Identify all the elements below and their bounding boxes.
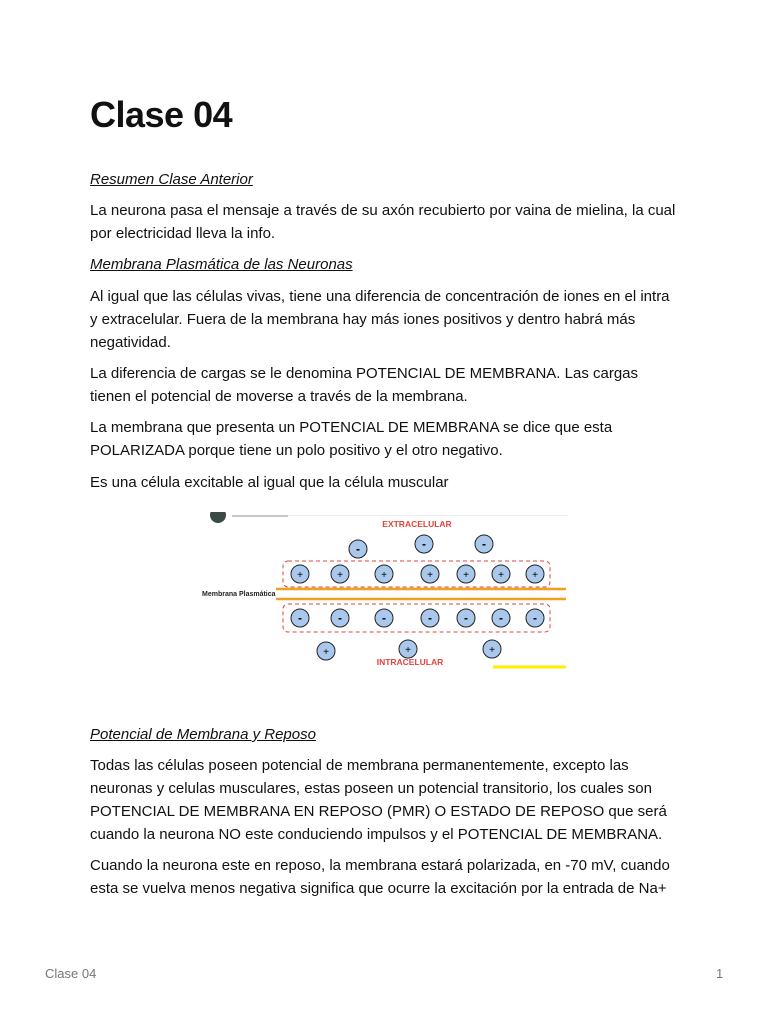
ion-negative <box>375 609 393 627</box>
svg-text:+: + <box>427 570 433 581</box>
ion-negative <box>291 609 309 627</box>
ion-positive <box>483 640 501 658</box>
ion-positive <box>421 565 439 583</box>
ion-positive <box>291 565 309 583</box>
label-membrane: Membrana Plasmática <box>202 591 276 598</box>
svg-text:+: + <box>405 645 411 656</box>
svg-text:+: + <box>381 570 387 581</box>
svg-text:+: + <box>463 570 469 581</box>
paragraph-potencial-2: Cuando la neurona este en reposo, la membrana estará polarizada, en -70 mV, cuando esta se vuelva menos negativa significa que ocurre la excitación por la entrada de Na+ <box>90 857 670 897</box>
section-heading-resumen: Resumen Clase Anterior <box>90 171 253 188</box>
ion-negative <box>415 535 433 553</box>
svg-text:+: + <box>498 570 504 581</box>
positive-ion-row <box>291 565 544 583</box>
svg-text:-: - <box>428 611 432 625</box>
ion-positive <box>375 565 393 583</box>
ion-negative <box>492 609 510 627</box>
svg-text:-: - <box>298 611 302 625</box>
ion-positive <box>399 640 417 658</box>
paragraph-membrana-4: Es una célula excitable al igual que la célula muscular <box>90 474 449 491</box>
ion-negative <box>457 609 475 627</box>
paragraph-membrana-3: La membrana que presenta un POTENCIAL DE MEMBRANA se dice que esta POLARIZADA porque tiene un polo positivo y el otro negativo. <box>90 419 613 459</box>
ion-positive <box>317 642 335 660</box>
extracellular-ions <box>349 535 493 558</box>
paragraph-membrana-1: Al igual que las células vivas, tiene una diferencia de concentración de iones en el intra y extracelular. Fuera de la membrana hay más iones positivos y dentro habrá más negatividad. <box>90 288 670 351</box>
footer-title: Clase 04 <box>45 966 97 981</box>
svg-text:-: - <box>533 611 537 625</box>
svg-text:-: - <box>356 542 360 556</box>
ion-negative <box>475 535 493 553</box>
svg-text:-: - <box>482 537 486 551</box>
svg-text:+: + <box>489 645 495 656</box>
ion-positive <box>331 565 349 583</box>
svg-text:-: - <box>382 611 386 625</box>
ion-positive <box>526 565 544 583</box>
svg-text:+: + <box>337 570 343 581</box>
ion-positive <box>492 565 510 583</box>
section-heading-potencial: Potencial de Membrana y Reposo <box>90 726 316 743</box>
logo-icon <box>210 512 226 523</box>
svg-text:-: - <box>338 611 342 625</box>
svg-text:+: + <box>297 570 303 581</box>
ion-positive <box>457 565 475 583</box>
svg-text:-: - <box>464 611 468 625</box>
page-title: Clase 04 <box>90 94 233 135</box>
paragraph-resumen: La neurona pasa el mensaje a través de su axón recubierto por vaina de mielina, la cual por electricidad lleva la info. <box>90 202 676 242</box>
ion-negative <box>349 540 367 558</box>
footer-page-number: 1 <box>716 966 724 981</box>
label-extracellular: EXTRACELULAR <box>382 519 452 529</box>
svg-text:-: - <box>422 537 426 551</box>
negative-ion-row <box>291 609 544 627</box>
ion-negative <box>421 609 439 627</box>
ion-negative <box>526 609 544 627</box>
ion-negative <box>331 609 349 627</box>
svg-text:+: + <box>532 570 538 581</box>
label-intracellular: INTRACELULAR <box>376 657 444 667</box>
section-heading-membrana: Membrana Plasmática de las Neuronas <box>90 256 353 273</box>
svg-text:+: + <box>323 647 329 658</box>
svg-text:-: - <box>499 611 503 625</box>
membrane-diagram <box>112 512 568 674</box>
figure-top-edge <box>288 515 568 516</box>
paragraph-membrana-2: La diferencia de cargas se le denomina POTENCIAL DE MEMBRANA. Las cargas tienen el potencial de moverse a través de la membrana. <box>90 365 639 405</box>
paragraph-potencial-1: Todas las células poseen potencial de membrana permanentemente, excepto las neuronas y celulas musculares, estas poseen un potencial transitorio, los cuales son POTENCIAL DE MEMBRANA EN REPOSO (PMR) O ESTADO DE REPOSO que será cuando la neurona NO este conduciendo impulsos y el POTENCIAL DE MEMBRANA. <box>90 757 667 843</box>
